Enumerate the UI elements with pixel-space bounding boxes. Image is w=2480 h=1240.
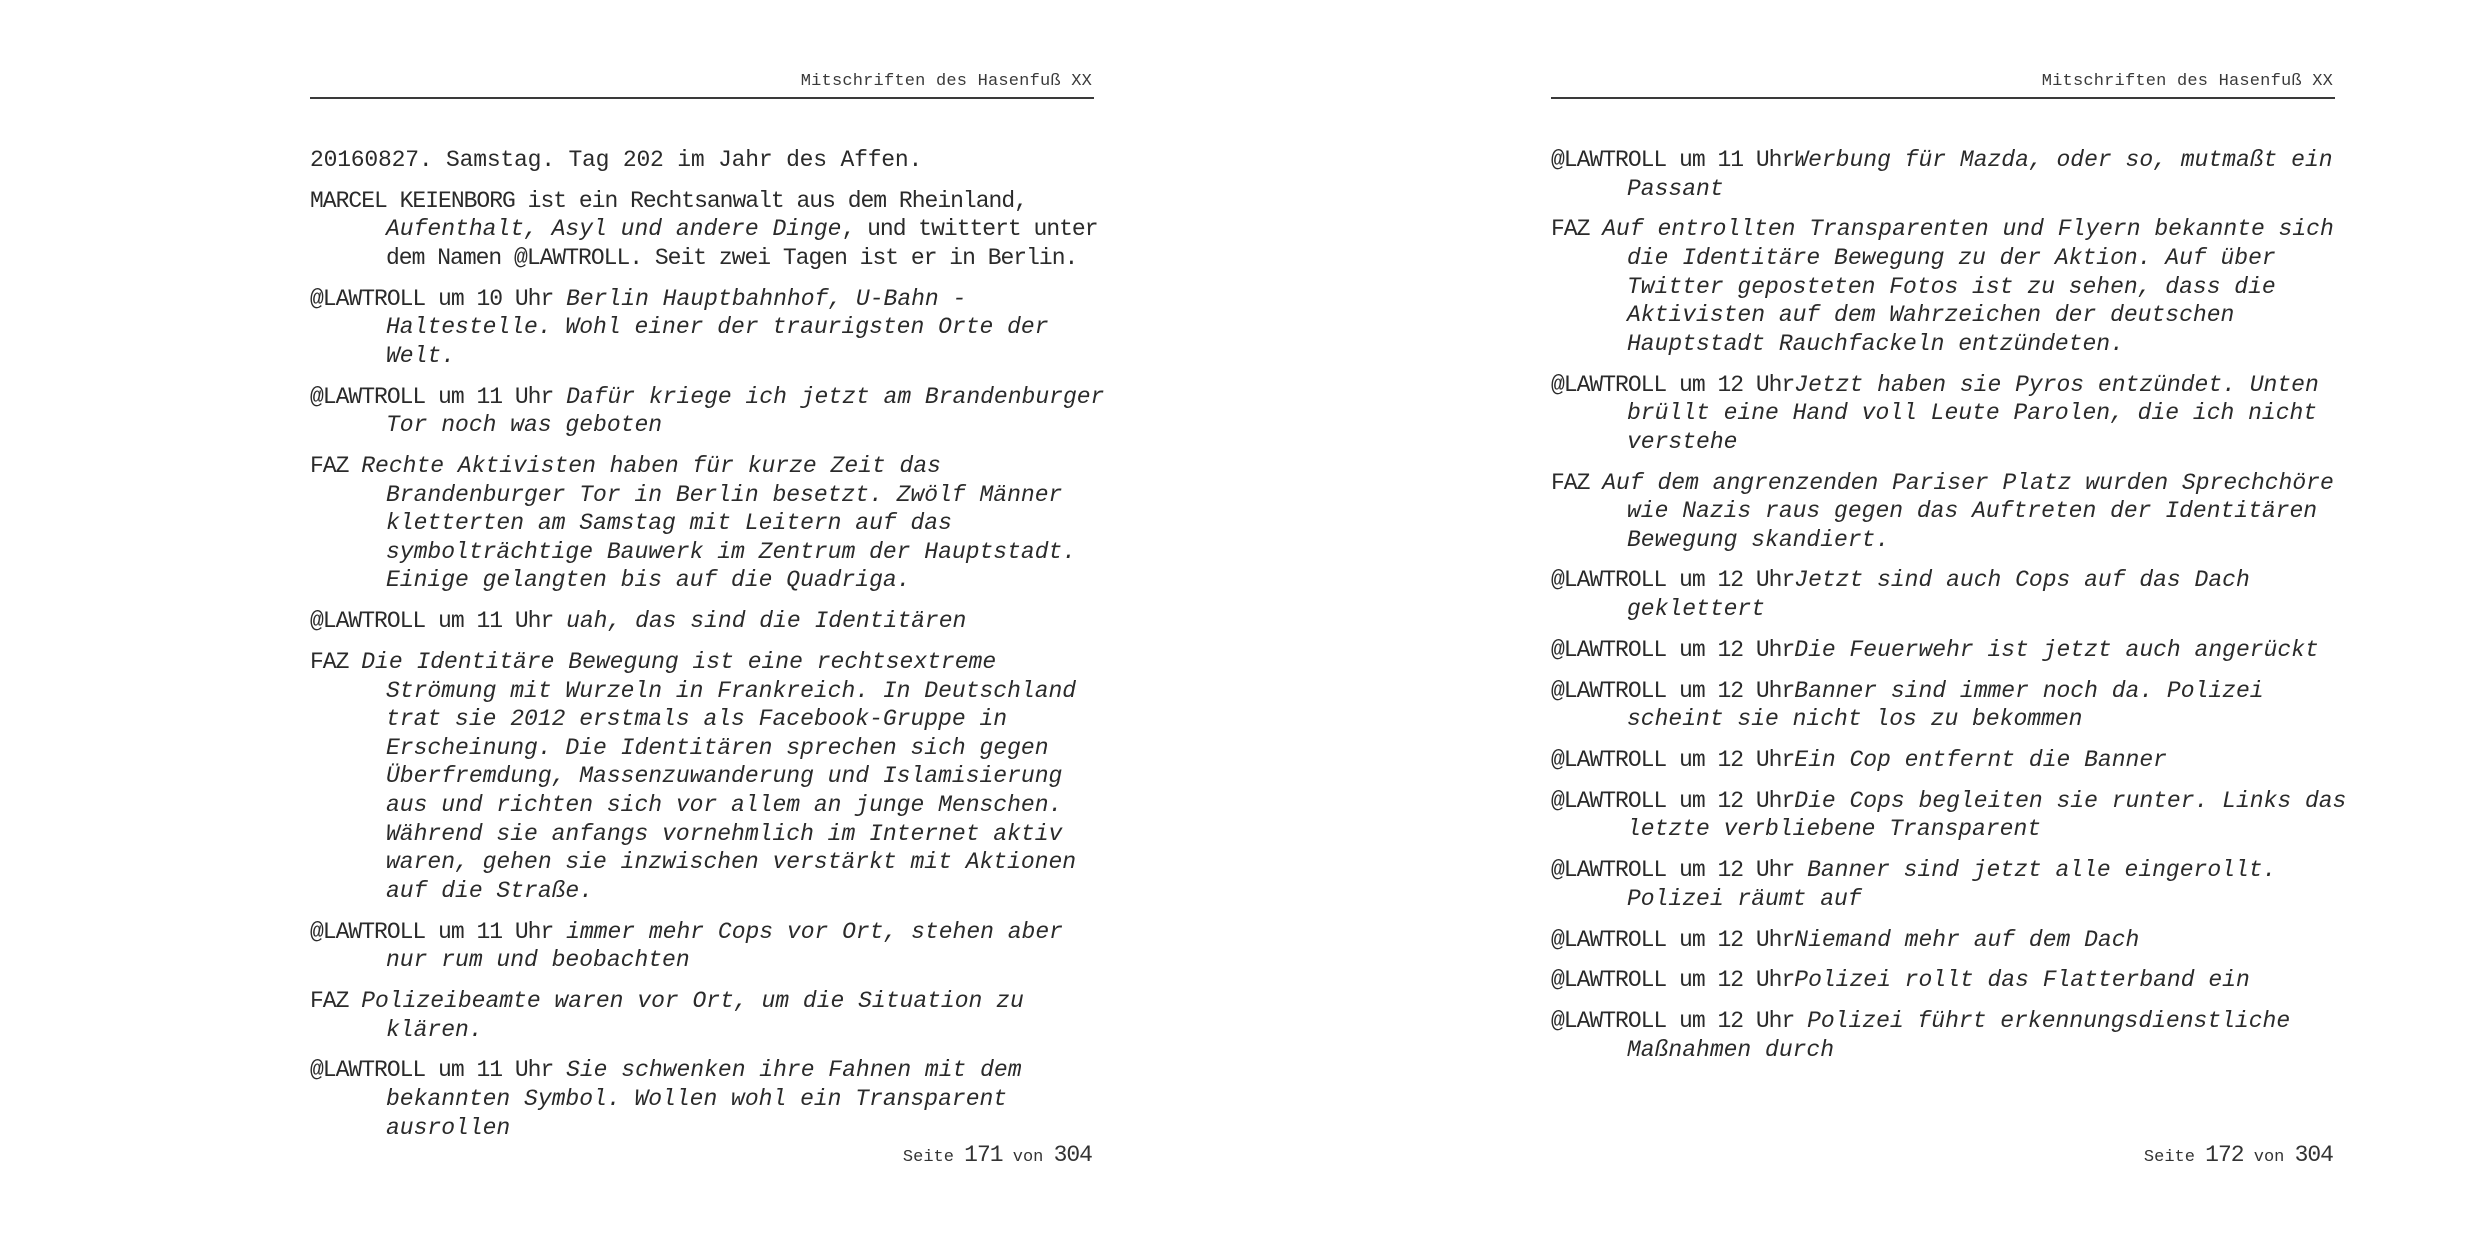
entry bbox=[310, 452, 1110, 595]
entry-time: um 11 Uhr bbox=[425, 1057, 567, 1084]
entry-time bbox=[348, 453, 361, 479]
header-rule bbox=[310, 97, 1094, 99]
entry-text: Polizeibeamte waren vor Ort, um die Situation zu klären. bbox=[361, 987, 1024, 1043]
entry-text: Berlin Hauptbahnhof, U-Bahn - Haltestelle. Wohl einer der traurigsten Orte der Welt. bbox=[386, 285, 1049, 369]
entry-text: Banner sind jetzt alle eingerollt. Polizei räumt auf bbox=[1627, 857, 2277, 912]
entry-time: um 10 Uhr bbox=[425, 285, 567, 312]
entry-text: Polizei führt erkennungsdienstliche Maßnahmen durch bbox=[1627, 1008, 2291, 1063]
entry-time: um 12 Uhr bbox=[1666, 371, 1795, 398]
entry bbox=[310, 918, 1110, 975]
entry-time: um 11 Uhr bbox=[425, 383, 567, 410]
page-body bbox=[310, 146, 1110, 1154]
entry-source: @LAWTROLL bbox=[1551, 1008, 1667, 1035]
entry-source: MARCEL KEIENBORG bbox=[310, 187, 515, 214]
entry-text: Polizei rollt das Flatterband ein bbox=[1794, 967, 2250, 994]
entry bbox=[1551, 146, 2351, 203]
entry bbox=[1551, 677, 2351, 734]
entry-text: Niemand mehr auf dem Dach bbox=[1794, 926, 2140, 953]
entry-source: @LAWTROLL bbox=[1551, 636, 1667, 663]
entry bbox=[1551, 787, 2351, 844]
entry bbox=[310, 285, 1110, 371]
current-page: 172 bbox=[2205, 1142, 2244, 1168]
entry-text: Werbung für Mazda, oder so, mutmaßt ein Passant bbox=[1627, 147, 2333, 202]
entry-time: um 12 Uhr bbox=[1666, 787, 1795, 814]
entry-time bbox=[1589, 470, 1602, 496]
entry-text: uah, das sind die Identitären bbox=[566, 608, 967, 635]
entry bbox=[310, 383, 1110, 440]
running-head: Mitschriften des Hasenfuß XX bbox=[2041, 72, 2333, 91]
entry-time: ist ein Rechtsanwalt aus dem Rheinland, bbox=[514, 187, 1027, 214]
entry-source: FAZ bbox=[310, 649, 349, 676]
entry-source: FAZ bbox=[310, 987, 349, 1014]
entry-text: Banner sind immer noch da. Polizei scheint sie nicht los zu bekommen bbox=[1627, 677, 2264, 733]
entry bbox=[1551, 215, 2351, 358]
date-line: 20160827. Samstag. Tag 202 im Jahr des Affen. bbox=[310, 147, 923, 173]
entry-time: um 11 Uhr bbox=[425, 918, 567, 945]
entry bbox=[1551, 926, 2351, 955]
entry-time: um 12 Uhr bbox=[1666, 636, 1795, 663]
entry-time bbox=[1589, 216, 1602, 242]
page-label: Seite bbox=[902, 1148, 965, 1167]
entry-text: Die Feuerwehr ist jetzt auch angerückt bbox=[1794, 636, 2319, 663]
entry bbox=[310, 1056, 1110, 1142]
entry-source: @LAWTROLL bbox=[1551, 147, 1667, 173]
entry-source: FAZ bbox=[1551, 469, 1590, 496]
entry-text: Dafür kriege ich jetzt am Brandenburger Tor noch was geboten bbox=[386, 383, 1105, 439]
entry-source: @LAWTROLL bbox=[1551, 371, 1667, 398]
entry-text: Rechte Aktivisten haben für kurze Zeit das Brandenburger Tor in Berlin besetzt. Zwölf Männer kletterten am Samstag mit Leitern auf das symbolträchtige Bauwerk im Zentrum der Hauptstadt. Einige gelangten bis auf die Quadriga. bbox=[361, 453, 1077, 594]
entry-time: um 12 Uhr bbox=[1666, 857, 1808, 884]
entry-text: Sie schwenken ihre Fahnen mit dem bekannten Symbol. Wollen wohl ein Transparent ausrollen bbox=[386, 1057, 1022, 1141]
entry-source: @LAWTROLL bbox=[310, 285, 426, 312]
current-page: 171 bbox=[964, 1142, 1003, 1168]
entry-source: @LAWTROLL bbox=[1551, 967, 1667, 994]
entry bbox=[1551, 636, 2351, 665]
entry bbox=[310, 187, 1110, 273]
entry-source: @LAWTROLL bbox=[1551, 747, 1667, 773]
entry bbox=[310, 648, 1110, 905]
left-page bbox=[310, 0, 1105, 1240]
entry bbox=[310, 987, 1110, 1044]
entry-time: um 12 Uhr bbox=[1666, 747, 1795, 773]
page-body bbox=[1551, 146, 2351, 1076]
entry-text: Die Identitäre Bewegung ist eine rechtsextreme Strömung mit Wurzeln in Frankreich. In Deutschland trat sie 2012 erstmals als Facebook-Gruppe in Erscheinung. Die Identitären sprechen sich gegen Überfremdung, Massenzuwanderung und Islamisierung aus und richten sich vor allem an junge Menschen. Während sie anfangs vornehmlich im Internet aktiv waren, gehen sie inzwischen verstärkt mit Aktionen auf die Straße. bbox=[361, 649, 1077, 904]
entry-source: @LAWTROLL bbox=[1551, 926, 1667, 953]
entry bbox=[1551, 856, 2351, 913]
entry-time: um 12 Uhr bbox=[1666, 926, 1795, 953]
entry-tail: , und twittert unter dem Namen @LAWTROLL. Seit zwei Tagen ist er in Berlin. bbox=[386, 216, 1098, 271]
entry-time: um 11 Uhr bbox=[425, 608, 567, 635]
page-label: Seite bbox=[2143, 1148, 2206, 1167]
entry-text: immer mehr Cops vor Ort, stehen aber nur rum und beobachten bbox=[386, 918, 1063, 974]
entry-source: @LAWTROLL bbox=[1551, 677, 1667, 704]
entry bbox=[1551, 746, 2351, 775]
entry bbox=[1551, 1007, 2351, 1064]
total-pages: 304 bbox=[1053, 1142, 1092, 1168]
entry-source: FAZ bbox=[310, 453, 349, 480]
entry-source: @LAWTROLL bbox=[1551, 567, 1667, 594]
page-of: von bbox=[2243, 1148, 2295, 1167]
entry-time: um 11 Uhr bbox=[1666, 147, 1795, 173]
entry-text: Auf dem angrenzenden Pariser Platz wurden Sprechchöre wie Nazis raus gegen das Auftreten der Identitären Bewegung skandiert. bbox=[1602, 469, 2334, 553]
entry-time: um 12 Uhr bbox=[1666, 677, 1795, 704]
entry-source: @LAWTROLL bbox=[310, 608, 426, 635]
entry bbox=[1551, 966, 2351, 995]
entry bbox=[1551, 566, 2351, 623]
entry-text: Jetzt sind auch Cops auf das Dach geklettert bbox=[1627, 567, 2250, 623]
header-rule bbox=[1551, 97, 2335, 99]
entry-text: Jetzt haben sie Pyros entzündet. Unten brüllt eine Hand voll Leute Parolen, die ich nicht verstehe bbox=[1627, 371, 2319, 455]
entry-time: um 12 Uhr bbox=[1666, 967, 1795, 994]
entry-time: um 12 Uhr bbox=[1666, 1008, 1808, 1035]
entry-source: FAZ bbox=[1551, 216, 1590, 243]
entry bbox=[1551, 469, 2351, 555]
page-number bbox=[310, 1142, 1092, 1168]
entry bbox=[1551, 371, 2351, 457]
right-page bbox=[1551, 0, 2347, 1240]
entry-time bbox=[348, 988, 361, 1014]
entry-time: um 12 Uhr bbox=[1666, 567, 1795, 594]
entry bbox=[310, 607, 1110, 636]
entry-text: Auf entrollten Transparenten und Flyern bekannte sich die Identitäre Bewegung zu der Aktion. Auf über Twitter geposteten Fotos ist zu sehen, dass die Aktivisten auf dem Wahrzeichen der deutschen Hauptstadt Rauchfackeln entzündeten. bbox=[1602, 216, 2334, 357]
entry-text: Aufenthalt, Asyl und andere Dinge bbox=[386, 216, 842, 243]
entry-text: Die Cops begleiten sie runter. Links das letzte verbliebene Transparent bbox=[1627, 787, 2347, 843]
entry-text: Ein Cop entfernt die Banner bbox=[1794, 747, 2167, 773]
total-pages: 304 bbox=[2294, 1142, 2333, 1168]
entry-source: @LAWTROLL bbox=[1551, 857, 1667, 884]
entry-time bbox=[348, 649, 361, 675]
page-number bbox=[1551, 1142, 2333, 1168]
entry-source: @LAWTROLL bbox=[310, 918, 426, 945]
entry-source: @LAWTROLL bbox=[310, 1057, 426, 1084]
running-head: Mitschriften des Hasenfuß XX bbox=[800, 72, 1092, 91]
entry-source: @LAWTROLL bbox=[310, 383, 426, 410]
entry-source: @LAWTROLL bbox=[1551, 787, 1667, 814]
page-of: von bbox=[1002, 1148, 1054, 1167]
